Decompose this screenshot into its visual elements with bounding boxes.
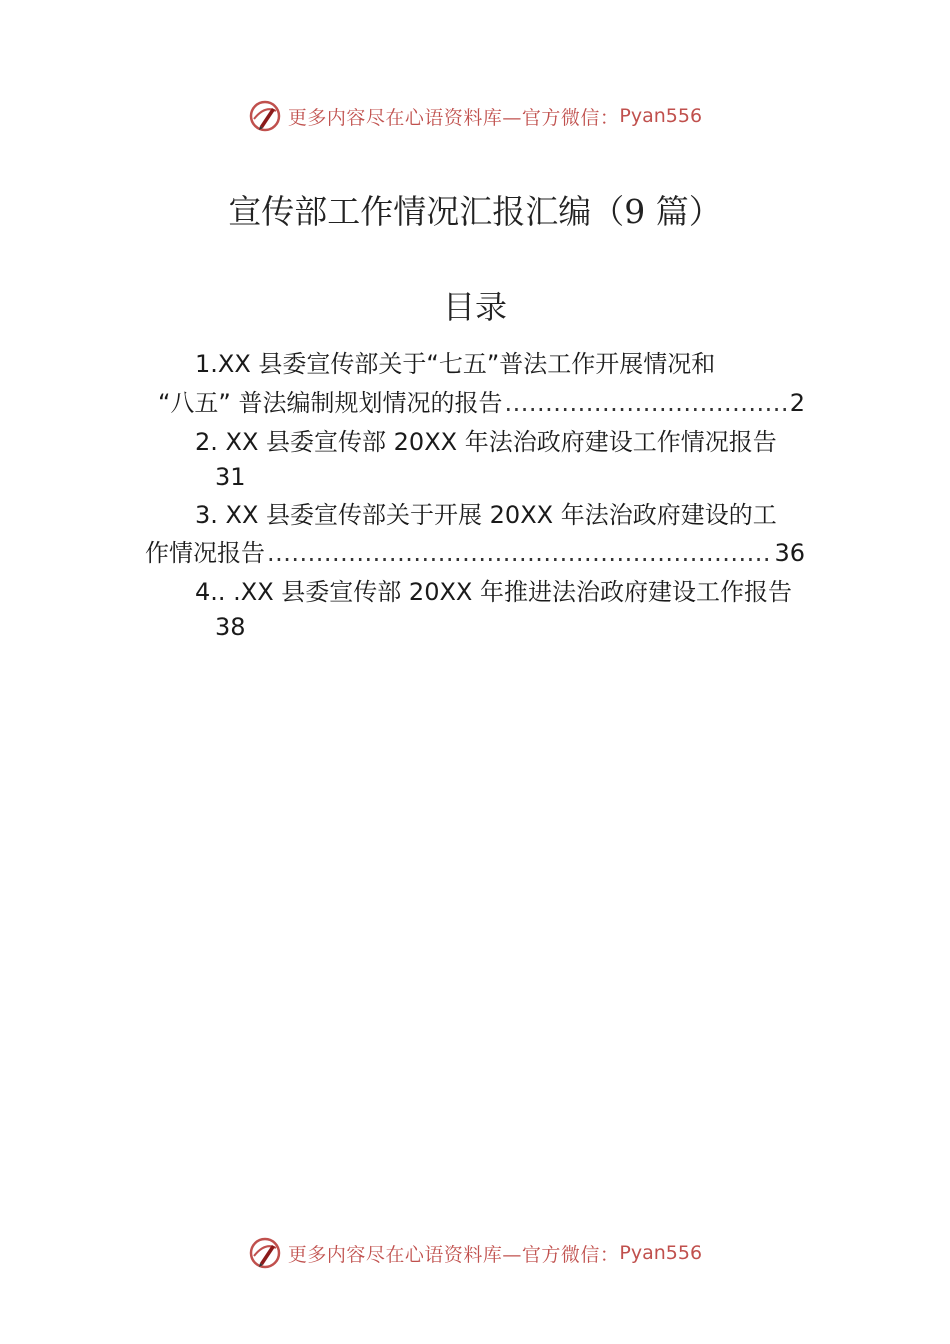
banner-text: 更多内容尽在心语资料库—官方微信： (287, 1243, 620, 1266)
toc-entry-1-line1[interactable]: 1.XX 县委宣传部关于“七五”普法工作开展情况和 (195, 350, 716, 378)
pen-logo-icon (248, 1236, 282, 1270)
document-title: 宣传部工作情况汇报汇编（9 篇） (228, 192, 722, 231)
banner-wechat-id: Pyan556 (619, 105, 703, 127)
footer-banner (0, 1233, 950, 1273)
toc-entry-1-text: “八五” 普法编制规划情况的报告 (158, 389, 503, 417)
pen-logo-icon (248, 99, 282, 133)
toc-entry-2-line1[interactable]: 2. XX 县委宣传部 20XX 年法治政府建设工作情况报告 (195, 428, 777, 456)
header-banner (0, 96, 950, 136)
toc-entry-3-page: 36 (774, 539, 805, 567)
toc-entry-2-page: 31 (215, 463, 246, 491)
dot-leader (267, 538, 772, 568)
toc-heading: 目录 (442, 288, 507, 326)
toc-entry-4-line1[interactable]: 4.. .XX 县委宣传部 20XX 年推进法治政府建设工作报告 (195, 578, 792, 606)
toc-entry-3-line2[interactable] (145, 538, 805, 568)
banner-wechat-id: Pyan556 (619, 1242, 703, 1264)
toc-entry-1-line2[interactable] (158, 388, 805, 418)
banner-text: 更多内容尽在心语资料库—官方微信： (287, 106, 620, 129)
toc-entry-3-text: 作情况报告 (145, 539, 265, 567)
toc-entry-1-page: 2 (789, 389, 805, 417)
dot-leader (505, 388, 788, 418)
toc-entry-3-line1[interactable]: 3. XX 县委宣传部关于开展 20XX 年法治政府建设的工 (195, 501, 777, 529)
toc-entry-4-page: 38 (215, 613, 246, 641)
